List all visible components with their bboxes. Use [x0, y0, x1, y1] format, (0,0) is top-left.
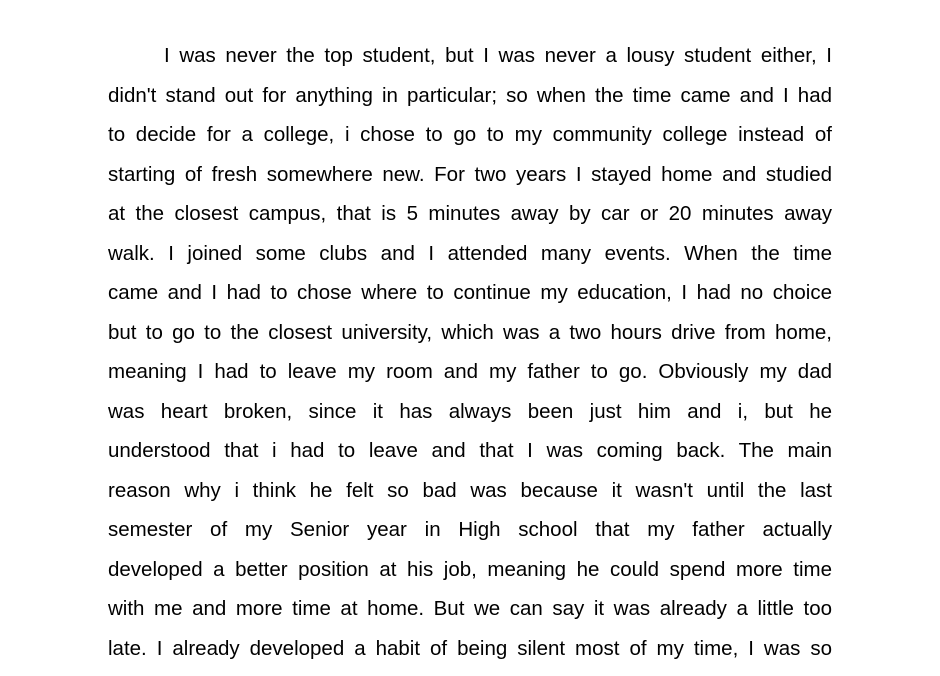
text-line: developed a better position at his job, meaning he could spend more time	[108, 557, 832, 581]
text-line: reason why i think he felt so bad was because it wasn't until the last	[108, 478, 832, 502]
text-line: but to go to the closest university, which was a two hours drive from home,	[108, 320, 832, 344]
text-line: to decide for a college, i chose to go to my community college instead of	[108, 123, 832, 146]
text-line: semester of my Senior year in High school that my father actually	[108, 518, 832, 541]
text-line: understood that i had to leave and that I was coming back. The main	[108, 439, 832, 462]
text-line: with me and more time at home. But we can say it was already a little too	[108, 597, 832, 620]
text-line: late. I already developed a habit of being silent most of my time, I was so	[108, 636, 832, 660]
text-line: was heart broken, since it has always been just him and i, but he	[108, 399, 832, 423]
body-paragraph	[108, 36, 832, 668]
text-line: starting of fresh somewhere new. For two years I stayed home and studied	[108, 162, 832, 186]
text-line: came and I had to chose where to continue my education, I had no choice	[108, 281, 832, 304]
text-line: didn't stand out for anything in particular; so when the time came and I had	[108, 83, 832, 107]
text-line: walk. I joined some clubs and I attended many events. When the time	[108, 241, 832, 265]
text-line: at the closest campus, that is 5 minutes away by car or 20 minutes away	[108, 202, 832, 225]
text-line: meaning I had to leave my room and my father to go. Obviously my dad	[108, 360, 832, 383]
text-line: I was never the top student, but I was never a lousy student either, I	[164, 44, 832, 67]
